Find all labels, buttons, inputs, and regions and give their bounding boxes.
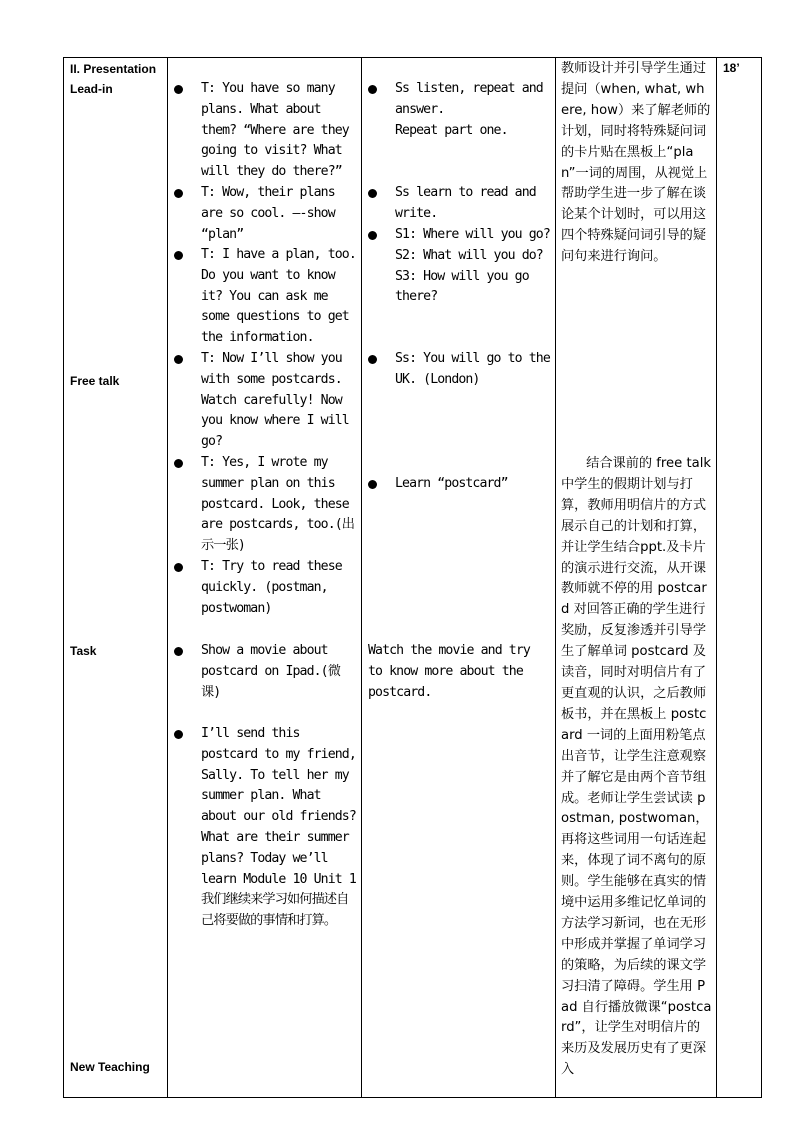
teacher-activity-column xyxy=(168,58,362,1098)
design-note-questions: 教师设计并引导学生通过提问（when, what, where, how）来了解老师的计划，同时将特殊疑问词的卡片贴在黑板上“plan”一词的周围，从视觉上帮助学生进一步了解在谈论某个计划时，可以用这四个特殊疑问词引导的疑问句来进行询问。 xyxy=(561,61,711,265)
bullet-icon xyxy=(368,480,377,489)
bullet-icon xyxy=(174,251,183,260)
student-step: S1: Where will you go? S2: What will you do? S3: How will you go there? xyxy=(368,225,551,308)
bullet-icon xyxy=(174,730,183,739)
teacher-step: T: You have so many plans. What about them? “Where are they going to visit? What will they do there?” xyxy=(174,79,357,183)
bullet-icon xyxy=(174,563,183,572)
stage-new-teaching: New Teaching xyxy=(70,1060,150,1074)
design-notes-column xyxy=(556,58,717,1098)
bullet-icon xyxy=(368,355,377,364)
teacher-step: T: Wow, their plans are so cool. —-show “plan” xyxy=(174,183,357,245)
teacher-step: T: Now I’ll show you with some postcards. Watch carefully! Now you know where I will go? xyxy=(174,349,357,453)
student-step: Ss listen, repeat and answer. Repeat part one. xyxy=(368,79,551,141)
stage-lead-in: Lead-in xyxy=(70,82,113,96)
bullet-icon xyxy=(174,189,183,198)
teacher-step: T: I have a plan, too. Do you want to know it? You can ask me some questions to get the information. xyxy=(174,245,357,349)
student-step: Learn “postcard” xyxy=(368,474,551,495)
bullet-icon xyxy=(174,459,183,468)
bullet-icon xyxy=(368,189,377,198)
lesson-plan-table xyxy=(63,57,762,1098)
time-allocation: 18’ xyxy=(723,61,740,75)
stage-presentation: II. Presentation xyxy=(70,62,157,76)
stage-task: Task xyxy=(70,644,97,658)
bullet-icon xyxy=(174,85,183,94)
bullet-icon xyxy=(368,231,377,240)
design-note-postcard: 结合课前的 free talk 中学生的假期计划与打算，教师用明信片的方式展示自己的计划和打算，并让学生结合ppt.及卡片的演示进行交流，从开课教师就不停的用 postcard 对回答正确的学生进行奖励，反复渗透并引导学生了解单词 postcard 及读音，同时对明信片有了更直观的认识，之后教师板书，并在黑板上 postcard 一词的上面用粉笔点出音节，让学生注意观察并了解它是由两个音节组成。老师让学生尝试读 postman, postwoman，再将这些词用一句话连起来，体现了词不离句的原则。学生能够在真实的情境中运用多维记忆单词的方法学习新词，也在无形中形成并掌握了单词学习的策略，为后续的课文学习扫清了障碍。学生用 Pad 自行播放微课“postcard”，让学生对明信片的来历及发展历史有了更深入 xyxy=(561,456,716,1078)
student-step-watch-movie: Watch the movie and try to know more about the postcard. xyxy=(368,643,537,700)
time-column xyxy=(717,58,762,1098)
stage-column xyxy=(64,58,168,1098)
teacher-step: I’ll send this postcard to my friend, Sally. To tell her my summer plan. What about our old friends? What are their summer plans? Today we’ll learn Module 10 Unit 1 我们继续来学习如何描述自己将要做的事情和打算。 xyxy=(174,724,357,932)
teacher-step: Show a movie about postcard on Ipad.(微课) xyxy=(174,641,357,703)
bullet-icon xyxy=(174,355,183,364)
teacher-step: T: Yes, I wrote my summer plan on this postcard. Look, these are postcards, too.(出示一张) xyxy=(174,453,357,557)
student-step: Ss learn to read and write. xyxy=(368,183,551,225)
teacher-step: T: Try to read these quickly. (postman, postwoman) xyxy=(174,557,357,619)
student-step: Ss: You will go to the UK. (London) xyxy=(368,349,551,391)
stage-free-talk: Free talk xyxy=(70,374,120,388)
bullet-icon xyxy=(368,85,377,94)
bullet-icon xyxy=(174,647,183,656)
student-activity-column xyxy=(362,58,556,1098)
